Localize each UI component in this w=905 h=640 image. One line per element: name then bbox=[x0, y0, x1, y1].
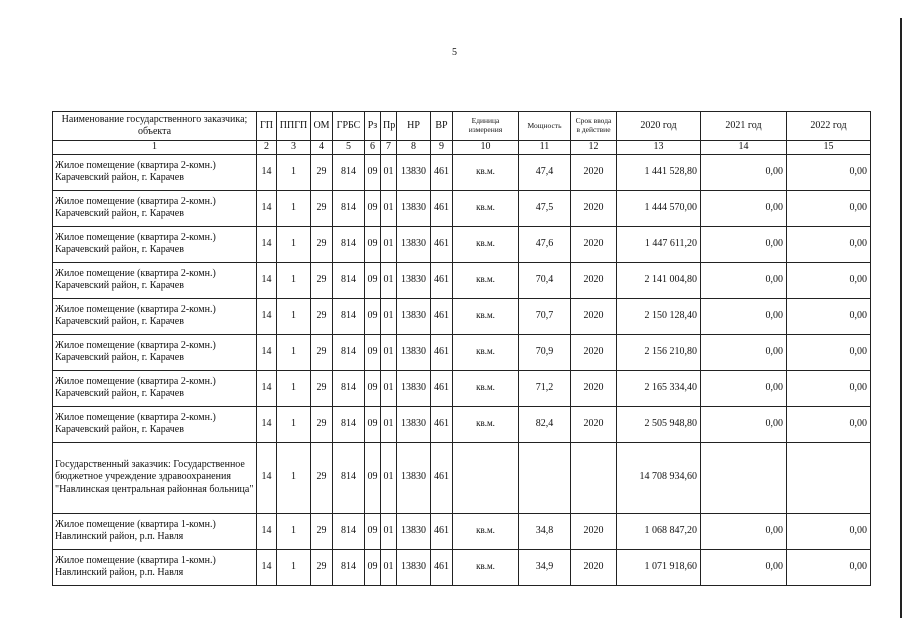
power-cell: 47,4 bbox=[519, 154, 571, 190]
unit-cell: кв.м. bbox=[453, 406, 519, 442]
pr-cell: 01 bbox=[381, 154, 397, 190]
om-cell: 29 bbox=[311, 549, 333, 585]
table-row bbox=[53, 190, 871, 226]
ppgp-cell: 1 bbox=[277, 549, 311, 585]
table-row bbox=[53, 334, 871, 370]
unit-cell: кв.м. bbox=[453, 513, 519, 549]
column-number: 15 bbox=[787, 141, 871, 155]
vr-cell: 461 bbox=[431, 298, 453, 334]
ppgp-cell: 1 bbox=[277, 154, 311, 190]
unit-cell: кв.м. bbox=[453, 262, 519, 298]
power-cell: 71,2 bbox=[519, 370, 571, 406]
year-2021-cell: 0,00 bbox=[701, 190, 787, 226]
power-cell: 70,9 bbox=[519, 334, 571, 370]
pr-cell: 01 bbox=[381, 334, 397, 370]
om-cell: 29 bbox=[311, 334, 333, 370]
power-cell: 70,7 bbox=[519, 298, 571, 334]
vr-cell: 461 bbox=[431, 226, 453, 262]
grbs-cell: 814 bbox=[333, 154, 365, 190]
ppgp-cell: 1 bbox=[277, 226, 311, 262]
year-2021-cell: 0,00 bbox=[701, 226, 787, 262]
column-number: 11 bbox=[519, 141, 571, 155]
grbs-cell: 814 bbox=[333, 370, 365, 406]
header-cell: 2022 год bbox=[787, 112, 871, 141]
header-cell: Пр bbox=[381, 112, 397, 141]
rz-cell: 09 bbox=[365, 370, 381, 406]
column-number: 4 bbox=[311, 141, 333, 155]
power-cell: 47,5 bbox=[519, 190, 571, 226]
term-cell bbox=[571, 442, 617, 513]
object-name-cell: Жилое помещение (квартира 1-комн.) Навлинский район, р.п. Навля bbox=[53, 513, 257, 549]
rz-cell: 09 bbox=[365, 334, 381, 370]
pr-cell: 01 bbox=[381, 190, 397, 226]
gp-cell: 14 bbox=[257, 513, 277, 549]
column-number: 1 bbox=[53, 141, 257, 155]
table-row bbox=[53, 513, 871, 549]
pr-cell: 01 bbox=[381, 513, 397, 549]
vr-cell: 461 bbox=[431, 154, 453, 190]
om-cell: 29 bbox=[311, 370, 333, 406]
grbs-cell: 814 bbox=[333, 226, 365, 262]
year-2020-cell: 1 447 611,20 bbox=[617, 226, 701, 262]
pr-cell: 01 bbox=[381, 442, 397, 513]
year-2022-cell: 0,00 bbox=[787, 334, 871, 370]
object-name-cell: Жилое помещение (квартира 2-комн.) Карачевский район, г. Карачев bbox=[53, 298, 257, 334]
table-row bbox=[53, 154, 871, 190]
header-cell: Срок ввода в действие bbox=[571, 112, 617, 141]
rz-cell: 09 bbox=[365, 190, 381, 226]
unit-cell: кв.м. bbox=[453, 549, 519, 585]
nr-cell: 13830 bbox=[397, 190, 431, 226]
year-2020-cell: 2 150 128,40 bbox=[617, 298, 701, 334]
column-number: 13 bbox=[617, 141, 701, 155]
power-cell: 34,9 bbox=[519, 549, 571, 585]
vr-cell: 461 bbox=[431, 442, 453, 513]
grbs-cell: 814 bbox=[333, 334, 365, 370]
power-cell bbox=[519, 442, 571, 513]
year-2020-cell: 1 444 570,00 bbox=[617, 190, 701, 226]
unit-cell: кв.м. bbox=[453, 370, 519, 406]
om-cell: 29 bbox=[311, 226, 333, 262]
vr-cell: 461 bbox=[431, 406, 453, 442]
year-2020-cell: 1 441 528,80 bbox=[617, 154, 701, 190]
object-name-cell: Жилое помещение (квартира 2-комн.) Карачевский район, г. Карачев bbox=[53, 190, 257, 226]
unit-cell: кв.м. bbox=[453, 298, 519, 334]
object-name-cell: Жилое помещение (квартира 2-комн.) Карачевский район, г. Карачев bbox=[53, 334, 257, 370]
unit-cell: кв.м. bbox=[453, 154, 519, 190]
gp-cell: 14 bbox=[257, 334, 277, 370]
pr-cell: 01 bbox=[381, 298, 397, 334]
rz-cell: 09 bbox=[365, 513, 381, 549]
vr-cell: 461 bbox=[431, 513, 453, 549]
year-2022-cell: 0,00 bbox=[787, 549, 871, 585]
term-cell: 2020 bbox=[571, 298, 617, 334]
grbs-cell: 814 bbox=[333, 513, 365, 549]
page-edge-line bbox=[900, 18, 902, 618]
unit-cell: кв.м. bbox=[453, 226, 519, 262]
header-cell: ВР bbox=[431, 112, 453, 141]
year-2021-cell: 0,00 bbox=[701, 154, 787, 190]
year-2020-cell: 2 156 210,80 bbox=[617, 334, 701, 370]
power-cell: 47,6 bbox=[519, 226, 571, 262]
unit-cell: кв.м. bbox=[453, 334, 519, 370]
year-2020-cell: 2 505 948,80 bbox=[617, 406, 701, 442]
header-cell: ППГП bbox=[277, 112, 311, 141]
om-cell: 29 bbox=[311, 442, 333, 513]
gp-cell: 14 bbox=[257, 226, 277, 262]
gp-cell: 14 bbox=[257, 549, 277, 585]
object-name-cell: Жилое помещение (квартира 2-комн.) Карачевский район, г. Карачев bbox=[53, 154, 257, 190]
nr-cell: 13830 bbox=[397, 442, 431, 513]
om-cell: 29 bbox=[311, 298, 333, 334]
column-number: 6 bbox=[365, 141, 381, 155]
pr-cell: 01 bbox=[381, 549, 397, 585]
pr-cell: 01 bbox=[381, 226, 397, 262]
vr-cell: 461 bbox=[431, 549, 453, 585]
nr-cell: 13830 bbox=[397, 226, 431, 262]
object-name-cell: Жилое помещение (квартира 2-комн.) Карачевский район, г. Карачев bbox=[53, 226, 257, 262]
rz-cell: 09 bbox=[365, 262, 381, 298]
year-2020-cell: 1 068 847,20 bbox=[617, 513, 701, 549]
nr-cell: 13830 bbox=[397, 154, 431, 190]
year-2021-cell: 0,00 bbox=[701, 298, 787, 334]
om-cell: 29 bbox=[311, 513, 333, 549]
vr-cell: 461 bbox=[431, 190, 453, 226]
gp-cell: 14 bbox=[257, 262, 277, 298]
budget-table bbox=[52, 111, 871, 586]
pr-cell: 01 bbox=[381, 406, 397, 442]
header-cell: ГРБС bbox=[333, 112, 365, 141]
ppgp-cell: 1 bbox=[277, 442, 311, 513]
header-cell: Рз bbox=[365, 112, 381, 141]
nr-cell: 13830 bbox=[397, 549, 431, 585]
term-cell: 2020 bbox=[571, 154, 617, 190]
gp-cell: 14 bbox=[257, 406, 277, 442]
term-cell: 2020 bbox=[571, 513, 617, 549]
year-2021-cell: 0,00 bbox=[701, 370, 787, 406]
column-number: 8 bbox=[397, 141, 431, 155]
nr-cell: 13830 bbox=[397, 334, 431, 370]
grbs-cell: 814 bbox=[333, 262, 365, 298]
year-2022-cell: 0,00 bbox=[787, 262, 871, 298]
header-cell: НР bbox=[397, 112, 431, 141]
year-2022-cell: 0,00 bbox=[787, 298, 871, 334]
term-cell: 2020 bbox=[571, 549, 617, 585]
pr-cell: 01 bbox=[381, 370, 397, 406]
year-2022-cell: 0,00 bbox=[787, 226, 871, 262]
year-2020-cell: 14 708 934,60 bbox=[617, 442, 701, 513]
power-cell: 82,4 bbox=[519, 406, 571, 442]
term-cell: 2020 bbox=[571, 406, 617, 442]
term-cell: 2020 bbox=[571, 226, 617, 262]
table-row bbox=[53, 442, 871, 513]
year-2021-cell: 0,00 bbox=[701, 549, 787, 585]
year-2022-cell: 0,00 bbox=[787, 513, 871, 549]
year-2021-cell: 0,00 bbox=[701, 262, 787, 298]
nr-cell: 13830 bbox=[397, 513, 431, 549]
rz-cell: 09 bbox=[365, 154, 381, 190]
table-row bbox=[53, 262, 871, 298]
nr-cell: 13830 bbox=[397, 262, 431, 298]
om-cell: 29 bbox=[311, 262, 333, 298]
power-cell: 70,4 bbox=[519, 262, 571, 298]
vr-cell: 461 bbox=[431, 334, 453, 370]
column-number: 3 bbox=[277, 141, 311, 155]
year-2022-cell: 0,00 bbox=[787, 154, 871, 190]
rz-cell: 09 bbox=[365, 406, 381, 442]
header-cell: ГП bbox=[257, 112, 277, 141]
rz-cell: 09 bbox=[365, 442, 381, 513]
om-cell: 29 bbox=[311, 406, 333, 442]
grbs-cell: 814 bbox=[333, 406, 365, 442]
year-2021-cell: 0,00 bbox=[701, 334, 787, 370]
object-name-cell: Жилое помещение (квартира 2-комн.) Карачевский район, г. Карачев bbox=[53, 262, 257, 298]
om-cell: 29 bbox=[311, 154, 333, 190]
column-number: 14 bbox=[701, 141, 787, 155]
power-cell: 34,8 bbox=[519, 513, 571, 549]
column-number: 10 bbox=[453, 141, 519, 155]
header-row bbox=[53, 112, 871, 141]
om-cell: 29 bbox=[311, 190, 333, 226]
ppgp-cell: 1 bbox=[277, 406, 311, 442]
ppgp-cell: 1 bbox=[277, 298, 311, 334]
ppgp-cell: 1 bbox=[277, 334, 311, 370]
year-2020-cell: 2 165 334,40 bbox=[617, 370, 701, 406]
pr-cell: 01 bbox=[381, 262, 397, 298]
term-cell: 2020 bbox=[571, 370, 617, 406]
year-2021-cell: 0,00 bbox=[701, 513, 787, 549]
grbs-cell: 814 bbox=[333, 549, 365, 585]
year-2020-cell: 1 071 918,60 bbox=[617, 549, 701, 585]
table-row bbox=[53, 226, 871, 262]
ppgp-cell: 1 bbox=[277, 262, 311, 298]
term-cell: 2020 bbox=[571, 262, 617, 298]
header-cell: Мощность bbox=[519, 112, 571, 141]
vr-cell: 461 bbox=[431, 262, 453, 298]
unit-cell bbox=[453, 442, 519, 513]
column-number: 7 bbox=[381, 141, 397, 155]
object-name-cell: Жилое помещение (квартира 1-комн.) Навлинский район, р.п. Навля bbox=[53, 549, 257, 585]
gp-cell: 14 bbox=[257, 298, 277, 334]
year-2021-cell bbox=[701, 442, 787, 513]
rz-cell: 09 bbox=[365, 298, 381, 334]
nr-cell: 13830 bbox=[397, 298, 431, 334]
object-name-cell: Жилое помещение (квартира 2-комн.) Карачевский район, г. Карачев bbox=[53, 370, 257, 406]
unit-cell: кв.м. bbox=[453, 190, 519, 226]
gp-cell: 14 bbox=[257, 442, 277, 513]
table-row bbox=[53, 370, 871, 406]
object-name-cell: Жилое помещение (квартира 2-комн.) Карачевский район, г. Карачев bbox=[53, 406, 257, 442]
column-number: 9 bbox=[431, 141, 453, 155]
rz-cell: 09 bbox=[365, 226, 381, 262]
table-row bbox=[53, 298, 871, 334]
object-name-cell: Государственный заказчик: Государственное бюджетное учреждение здравоохранения "Навлинская центральная районная больница" bbox=[53, 442, 257, 513]
year-2020-cell: 2 141 004,80 bbox=[617, 262, 701, 298]
grbs-cell: 814 bbox=[333, 190, 365, 226]
table-row bbox=[53, 549, 871, 585]
ppgp-cell: 1 bbox=[277, 513, 311, 549]
header-cell: 2021 год bbox=[701, 112, 787, 141]
header-cell: 2020 год bbox=[617, 112, 701, 141]
rz-cell: 09 bbox=[365, 549, 381, 585]
header-cell: ОМ bbox=[311, 112, 333, 141]
header-cell: Единица измерения bbox=[453, 112, 519, 141]
column-number: 12 bbox=[571, 141, 617, 155]
column-number: 2 bbox=[257, 141, 277, 155]
grbs-cell: 814 bbox=[333, 298, 365, 334]
gp-cell: 14 bbox=[257, 190, 277, 226]
column-number: 5 bbox=[333, 141, 365, 155]
year-2022-cell bbox=[787, 442, 871, 513]
vr-cell: 461 bbox=[431, 370, 453, 406]
gp-cell: 14 bbox=[257, 154, 277, 190]
nr-cell: 13830 bbox=[397, 370, 431, 406]
gp-cell: 14 bbox=[257, 370, 277, 406]
nr-cell: 13830 bbox=[397, 406, 431, 442]
page-number: 5 bbox=[452, 47, 457, 58]
column-number-row bbox=[53, 141, 871, 155]
header-cell: Наименование государственного заказчика; объекта bbox=[53, 112, 257, 141]
year-2022-cell: 0,00 bbox=[787, 406, 871, 442]
ppgp-cell: 1 bbox=[277, 370, 311, 406]
year-2022-cell: 0,00 bbox=[787, 370, 871, 406]
grbs-cell: 814 bbox=[333, 442, 365, 513]
ppgp-cell: 1 bbox=[277, 190, 311, 226]
term-cell: 2020 bbox=[571, 190, 617, 226]
year-2022-cell: 0,00 bbox=[787, 190, 871, 226]
table-row bbox=[53, 406, 871, 442]
year-2021-cell: 0,00 bbox=[701, 406, 787, 442]
term-cell: 2020 bbox=[571, 334, 617, 370]
